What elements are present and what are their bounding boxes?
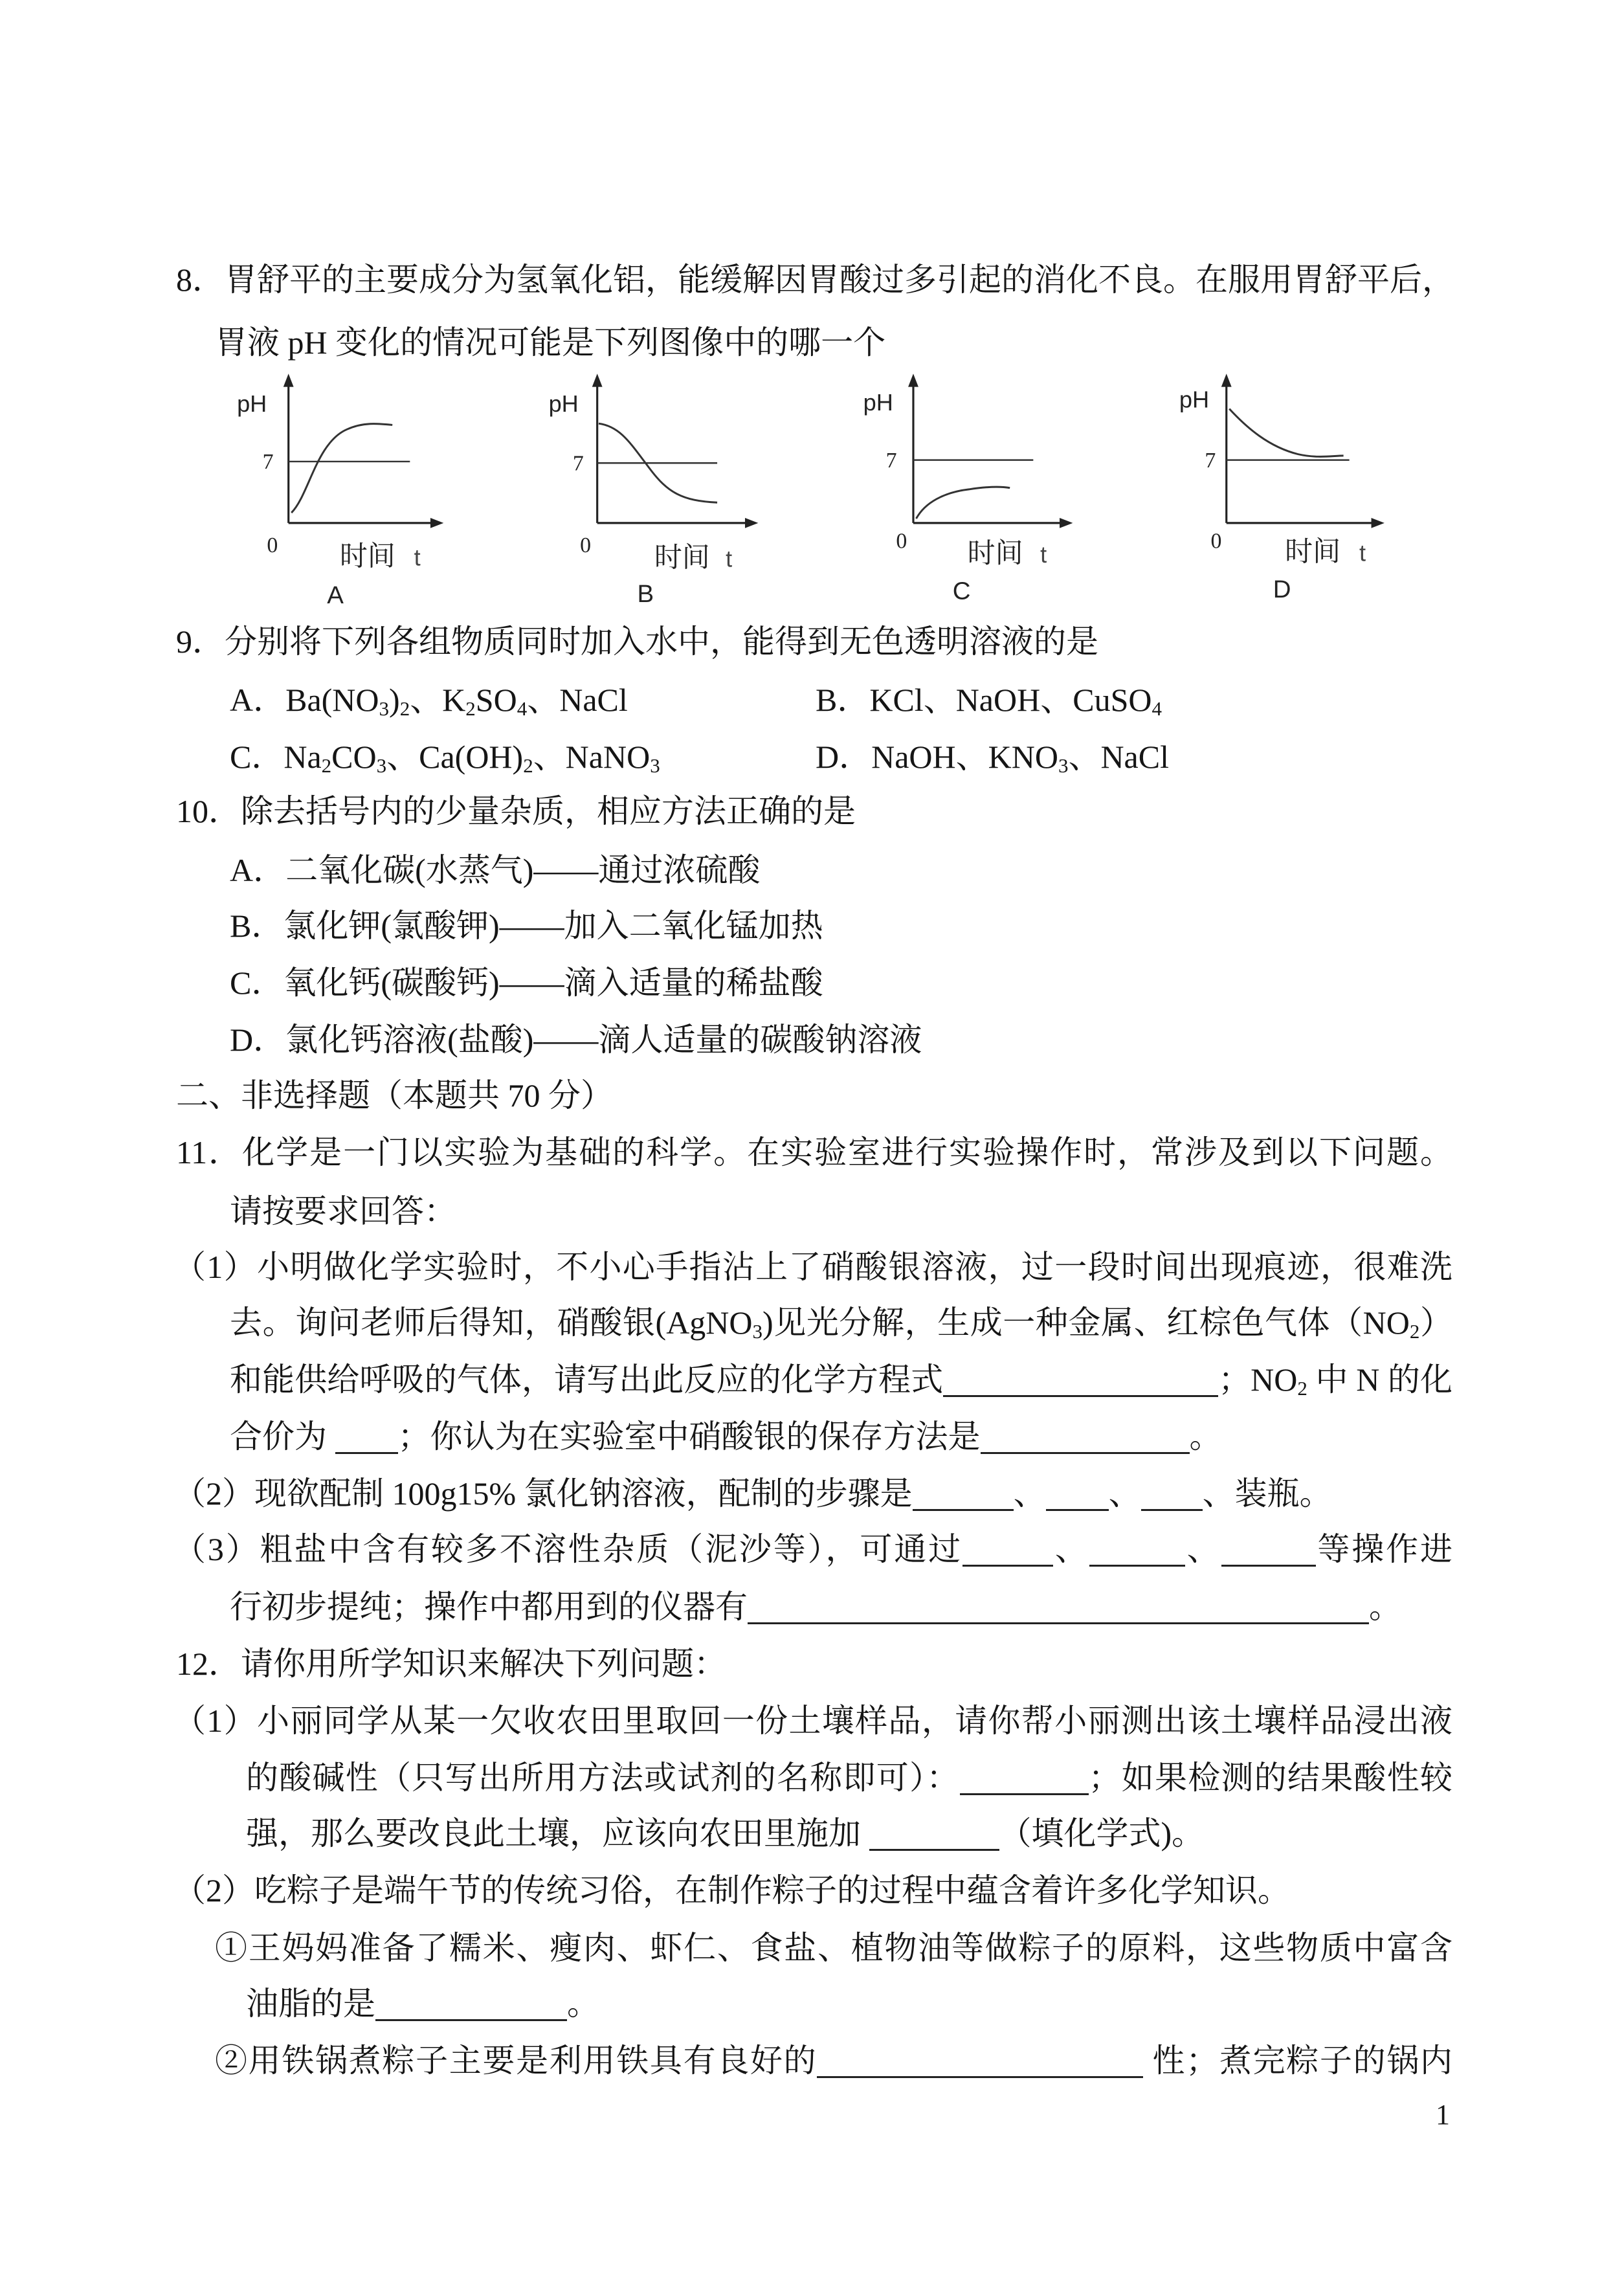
subscript: 3	[1058, 754, 1069, 777]
y-axis-label: pH	[237, 390, 267, 418]
reference-value: 7	[262, 450, 274, 475]
y-axis-arrow	[908, 374, 918, 386]
formula-text: 、NaCl	[527, 682, 628, 718]
x-axis-label: 时间	[1285, 536, 1341, 568]
text-segment: 去。询问老师后得知，硝酸银(AgNO	[230, 1304, 753, 1341]
q9-stem: 9．分别将下列各组物质同时加入水中，能得到无色透明溶液的是	[176, 623, 1098, 660]
y-axis-label: pH	[1179, 386, 1210, 413]
y-axis-arrow	[592, 374, 603, 386]
text-segment: 、装瓶。	[1202, 1475, 1332, 1512]
subscript: 2	[465, 697, 476, 720]
text-segment: ）	[1419, 1304, 1452, 1341]
subscript: 2	[1297, 1376, 1307, 1400]
section-heading: 二、非选择题（本题共 70 分）	[176, 1077, 613, 1113]
text-segment: 。	[567, 1985, 599, 2022]
graph-label: B	[637, 579, 654, 608]
answer-blank	[943, 1369, 1218, 1397]
q11-part1-line3	[230, 1359, 1452, 1400]
graph-a	[237, 374, 443, 608]
graph-d	[1179, 374, 1385, 603]
x-axis-label: 时间	[339, 541, 395, 572]
q11-part1-line2	[230, 1302, 1452, 1343]
graph-b	[549, 374, 759, 608]
q12-part1-line2	[246, 1757, 1452, 1798]
text-segment: 、	[1053, 1531, 1089, 1567]
origin-label: 0	[267, 533, 278, 558]
x-axis-label: 时间	[654, 542, 710, 574]
x-axis-variable: t	[1040, 541, 1047, 568]
answer-blank	[960, 1767, 1089, 1795]
q11-part3-line1	[173, 1528, 1452, 1570]
x-axis-variable: t	[726, 545, 733, 572]
q8-ph-graphs	[219, 366, 1405, 608]
q11-part3-line2	[230, 1586, 1401, 1627]
answer-blank	[1046, 1483, 1109, 1511]
page-number: 1	[1436, 2099, 1450, 2131]
text-segment: 的酸碱性（只写出所用方法或试剂的名称即可）：	[246, 1760, 960, 1796]
answer-blank	[981, 1426, 1190, 1454]
subscript: 3	[650, 754, 660, 777]
text-segment: )见光分解，生成一种金属、红棕色气体（NO	[762, 1304, 1410, 1341]
formula-text: 、NaNO	[533, 739, 651, 775]
graph-label: D	[1273, 576, 1291, 604]
text-segment: 合价为	[230, 1418, 335, 1455]
answer-blank	[817, 2050, 1143, 2078]
subscript: 4	[517, 697, 528, 720]
text-segment: 、	[1108, 1475, 1141, 1512]
graph-c	[863, 374, 1073, 605]
formula-text: B．KCl、NaOH、CuSO	[816, 682, 1152, 718]
q11-stem-line2: 请按要求回答：	[230, 1193, 456, 1229]
y-axis-arrow	[284, 374, 294, 386]
origin-label: 0	[1210, 529, 1222, 554]
q8-stem-line2: 胃液 pH 变化的情况可能是下列图像中的哪一个	[215, 324, 886, 361]
x-axis-arrow	[745, 518, 758, 528]
text-segment: 性；煮完粽子的锅内	[1143, 2042, 1453, 2079]
text-segment: 中 N 的化	[1307, 1361, 1453, 1398]
formula-text: 、K	[410, 682, 466, 718]
q12-part2-item2	[215, 2040, 1452, 2081]
graph-label: C	[952, 577, 971, 605]
answer-blank	[748, 1596, 1369, 1624]
q10-option-b: B．氯化钾(氯酸钾)——加入二氧化锰加热	[230, 908, 823, 944]
answer-blank	[375, 1993, 567, 2021]
text-segment: 油脂的是	[246, 1985, 375, 2022]
q9-option-a	[230, 679, 628, 721]
q11-part2	[173, 1473, 1332, 1514]
answer-blank	[335, 1426, 398, 1454]
subscript: 2	[399, 697, 410, 720]
answer-blank	[1089, 1539, 1185, 1567]
text-segment: ②用铁锅煮粽子主要是利用铁具有良好的	[215, 2042, 818, 2079]
q11-stem-line1: 11．化学是一门以实验为基础的科学。在实验室进行实验操作时，常涉及到以下问题。	[176, 1134, 1452, 1170]
q12-part2-item1-line2	[246, 1983, 599, 2024]
formula-text: C．Na	[230, 739, 322, 775]
q9-option-c	[230, 736, 660, 777]
q11-part1-line4	[230, 1416, 1222, 1457]
subscript: 4	[1151, 697, 1162, 720]
answer-blank	[1141, 1483, 1203, 1511]
q12-part2-line1: （2）吃粽子是端午节的传统习俗，在制作粽子的过程中蕴含着许多化学知识。	[173, 1872, 1290, 1908]
q12-stem: 12．请你用所学知识来解决下列问题：	[176, 1646, 726, 1682]
formula-text: CO	[331, 739, 377, 775]
text-segment: 强，那么要改良此土壤，应该向农田里施加	[246, 1815, 869, 1851]
formula-text: SO	[475, 682, 517, 718]
x-axis-variable: t	[414, 544, 421, 571]
subscript: 2	[321, 754, 332, 777]
text-segment: （填化学式)。	[999, 1815, 1205, 1851]
q12-part1-line1: （1）小丽同学从某一欠收农田里取回一份土壤样品，请你帮小丽测出该土壤样品浸出液	[173, 1703, 1452, 1739]
text-segment: 和能供给呼吸的气体，请写出此反应的化学方程式	[230, 1361, 944, 1398]
formula-text: A．Ba(NO	[230, 682, 379, 718]
q12-part1-line3	[246, 1813, 1204, 1854]
formula-text: 、Ca(OH)	[386, 739, 524, 775]
formula-text: )	[389, 682, 400, 718]
q10-stem: 10．除去括号内的少量杂质，相应方法正确的是	[176, 793, 856, 829]
answer-blank	[1221, 1539, 1316, 1567]
formula-text: D．NaOH、KNO	[816, 739, 1058, 775]
q8-stem-line1: 8．胃舒平的主要成分为氢氧化铝，能缓解因胃酸过多引起的消化不良。在服用胃舒平后，	[176, 262, 1454, 298]
answer-blank	[962, 1539, 1053, 1567]
text-segment: 行初步提纯；操作中都用到的仪器有	[230, 1589, 748, 1625]
text-segment: 。	[1189, 1418, 1222, 1455]
x-axis-label: 时间	[967, 537, 1023, 569]
q12-part2-item1-line1: ①王妈妈准备了糯米、瘦肉、虾仁、食盐、植物油等做粽子的原料，这些物质中富含	[215, 1930, 1452, 1966]
y-axis-arrow	[1221, 374, 1232, 386]
q10-option-a: A．二氧化碳(水蒸气)——通过浓硫酸	[230, 852, 761, 888]
x-axis-arrow	[1372, 518, 1385, 528]
q10-option-c: C．氧化钙(碳酸钙)——滴入适量的稀盐酸	[230, 965, 823, 1001]
formula-text: 、NaCl	[1068, 739, 1169, 775]
text-segment: ；你认为在实验室中硝酸银的保存方法是	[397, 1418, 981, 1455]
text-segment: （2）现欲配制 100g15% 氯化钠溶液，配制的步骤是	[173, 1475, 913, 1512]
q11-part1-line1: （1）小明做化学实验时，不小心手指沾上了硝酸银溶液，过一段时间出现痕迹，很难洗	[173, 1249, 1452, 1285]
origin-label: 0	[580, 533, 592, 558]
text-segment: ；如果检测的结果酸性较	[1088, 1760, 1452, 1796]
y-axis-label: pH	[863, 388, 893, 416]
subscript: 2	[1409, 1319, 1420, 1343]
subscript: 2	[523, 754, 533, 777]
subscript: 3	[752, 1319, 763, 1343]
ph-curve	[1229, 409, 1343, 457]
graph-label: A	[327, 581, 344, 608]
origin-label: 0	[896, 529, 907, 554]
text-segment: 。	[1369, 1589, 1401, 1625]
y-axis-label: pH	[548, 390, 579, 418]
x-axis-arrow	[430, 518, 443, 528]
ph-curve	[291, 424, 392, 513]
x-axis-arrow	[1060, 518, 1073, 528]
ph-curve	[917, 487, 1010, 519]
q9-option-b	[816, 679, 1162, 721]
answer-blank	[913, 1483, 1014, 1511]
q9-option-d	[816, 736, 1169, 777]
x-axis-variable: t	[1359, 539, 1366, 566]
answer-blank	[869, 1823, 999, 1851]
subscript: 3	[379, 697, 390, 720]
reference-value: 7	[885, 448, 897, 473]
text-segment: 、	[1013, 1475, 1046, 1512]
reference-value: 7	[1205, 448, 1216, 473]
text-segment: （3）粗盐中含有较多不溶性杂质（泥沙等），可通过	[173, 1531, 962, 1567]
text-segment: ；NO	[1218, 1361, 1298, 1398]
reference-value: 7	[572, 451, 584, 476]
text-segment: 、	[1185, 1531, 1221, 1567]
q10-option-d: D．氯化钙溶液(盐酸)——滴人适量的碳酸钠溶液	[230, 1022, 922, 1058]
subscript: 3	[376, 754, 387, 777]
text-segment: 等操作进	[1315, 1531, 1452, 1567]
